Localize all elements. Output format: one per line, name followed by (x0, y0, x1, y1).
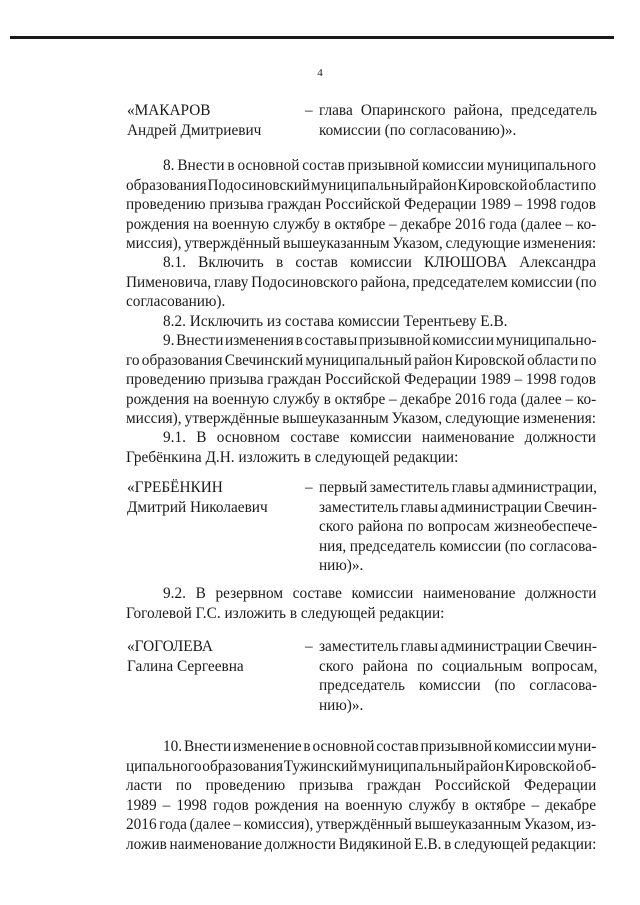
text-line: миссия), утверждённый вышеуказанным Указом, следующие изменения: (126, 235, 597, 252)
text-line: 2016 года (далее – комиссия), утверждённый вышеуказанным Указом, из- (126, 816, 597, 833)
text-line: 10. Внести изменение в основной состав призывной комиссии муни- (163, 738, 597, 755)
role-line: нию)». (319, 696, 364, 714)
entry-dash: – (305, 479, 313, 496)
entry-name: Галина Сергеевна (127, 657, 244, 675)
paragraph-10 (126, 737, 596, 854)
text-line: миссия), утверждённые вышеуказанным Указом, следующие изменения: (126, 410, 596, 427)
role-line: заместитель главы администрации Свечин- (319, 638, 597, 655)
role-line: председатель комиссии (по согласова- (319, 677, 597, 694)
role-line: ского района по социальным вопросам, (319, 657, 598, 675)
entry-name: Андрей Дмитриевич (127, 121, 262, 139)
text-line: рождения на военную службу в октябре – декабре 2016 года (далее – ко- (126, 390, 597, 408)
role-line: комиссии (по согласованию)». (319, 121, 517, 139)
role-line: нию)». (319, 557, 364, 574)
entry-surname: «ГОГОЛЕВА (127, 638, 213, 655)
text-line: 8.1. Включить в состав комиссии КЛЮШОВА Александра (163, 254, 596, 271)
top-rule (10, 36, 614, 39)
paragraph-8-2 (126, 312, 596, 332)
paragraph-9 (126, 331, 596, 429)
role-line: заместитель главы администрации Свечин- (319, 498, 597, 516)
text-line: согласованию). (126, 293, 226, 310)
text-line: ласти по проведению призыва граждан Российской Федерации (126, 777, 597, 794)
entry-surname: «ГРЕБЁНКИН (127, 479, 223, 496)
text-line: образования Подосиновский муниципальный район Кировской области по (126, 176, 597, 194)
text-line: проведению призыва граждан Российской Федерации 1989 – 1998 годов (126, 371, 596, 388)
entry-role (319, 478, 597, 576)
text-line: ложив наименование должности Видякиной Е.В. в следующей редакции: (126, 835, 597, 853)
text-line: Пименовича, главу Подосиновского района, председателем комиссии (по (126, 273, 597, 291)
text-line: 9.2. В резервном составе комиссии наименование должности (163, 585, 597, 602)
entry-person (127, 637, 297, 676)
text-line: 8.2. Исключить из состава комиссии Терентьеву Е.В. (163, 313, 508, 330)
text-line: 8. Внести в основной состав призывной комиссии муниципального (163, 157, 596, 174)
entry-name: Дмитрий Николаевич (127, 498, 268, 516)
text-line: Гоголевой Г.С. изложить в следующей редакции: (126, 604, 445, 622)
page-number: 4 (317, 67, 323, 79)
text-line: Гребёнкина Д.Н. изложить в следующей редакции: (126, 448, 459, 466)
role-line: ния, председатель комиссии (по согласова- (319, 537, 598, 555)
paragraph-9-2 (126, 584, 596, 623)
text-line: 9.1. В основном составе комиссии наименование должности (163, 429, 596, 446)
paragraph-9-1 (126, 428, 596, 467)
text-line: 1989 – 1998 годов рождения на военную службу в октябре – декабре (126, 796, 596, 814)
entry-role (319, 637, 597, 715)
text-line: проведению призыва граждан Российской Федерации 1989 – 1998 годов (126, 196, 596, 213)
entry-person (127, 478, 297, 517)
role-line: первый заместитель главы администрации, (319, 479, 597, 496)
role-line: глава Опаринского района, председатель (319, 102, 597, 119)
text-line: 9. Внести изменения в составы призывной комиссии муниципально- (163, 332, 597, 349)
text-line: рождения на военную службу в октябре – декабре 2016 года (далее – ко- (126, 215, 597, 233)
paragraph-8-1 (126, 253, 596, 312)
entry-surname: «МАКАРОВ (127, 102, 211, 119)
paragraph-8 (126, 156, 596, 254)
role-line: ского района по вопросам жизнеобеспече- (319, 518, 598, 535)
entry-role (319, 101, 597, 140)
entry-person (127, 101, 297, 140)
text-line: ципального образования Тужинский муниципальный район Кировской об- (126, 757, 597, 775)
entry-dash: – (305, 638, 313, 655)
text-line: го образования Свечинский муниципальный район Кировской области по (126, 351, 597, 369)
entry-dash: – (305, 102, 313, 119)
